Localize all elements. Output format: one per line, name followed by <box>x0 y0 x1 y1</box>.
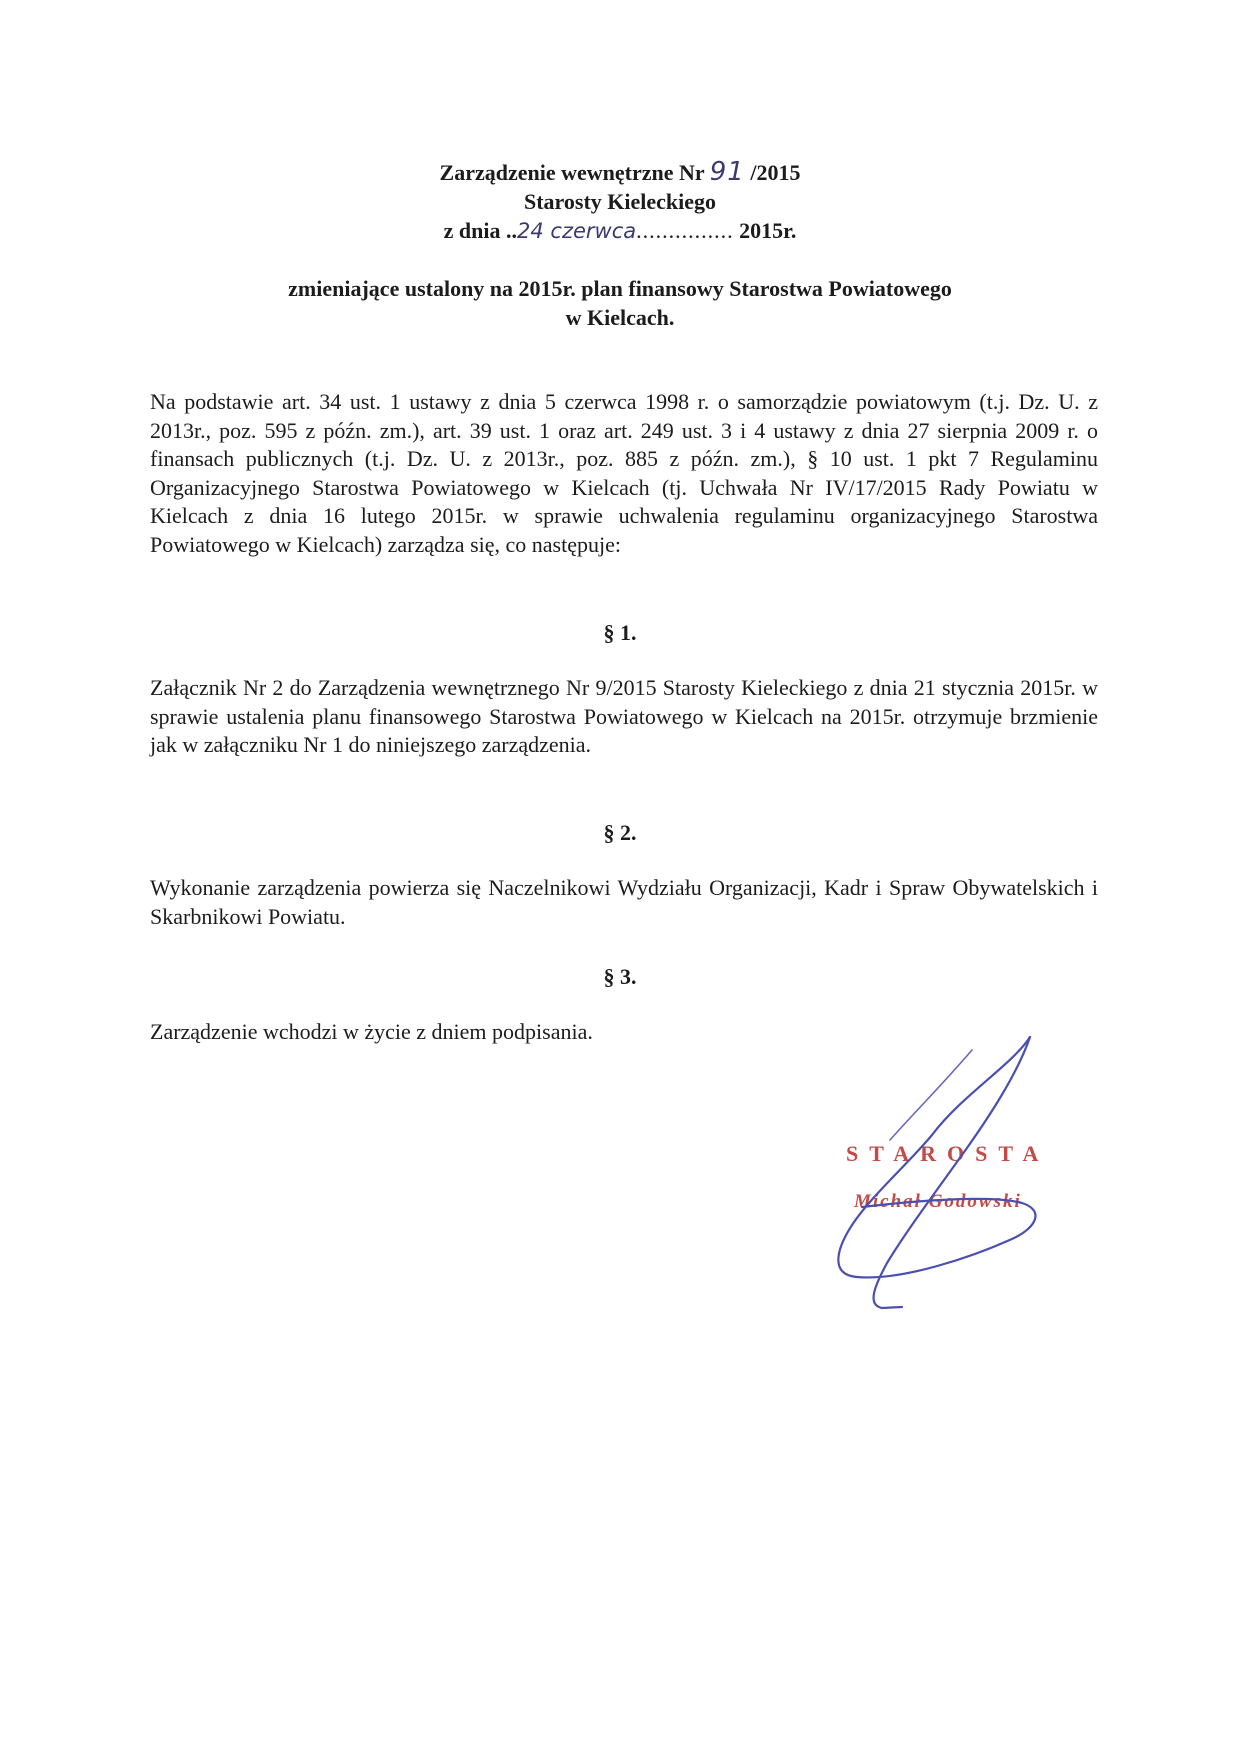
handwritten-order-number: 91 <box>709 157 745 187</box>
section-2-heading: § 2. <box>603 820 637 845</box>
stamp-title: STAROSTA <box>846 1141 1050 1166</box>
section-1-heading: § 1. <box>603 620 637 645</box>
document-header <box>0 158 1240 246</box>
header-date: z dnia ..24 czerwca............... 2015r. <box>443 218 797 243</box>
handwritten-signature <box>812 1025 1082 1325</box>
document-subtitle <box>0 274 1240 332</box>
section-3-heading: § 3. <box>603 964 637 989</box>
stamp-name: Michał Godowski <box>854 1191 1022 1212</box>
subtitle-line-1: zmieniające ustalony na 2015r. plan finansowy Starostwa Powiatowego <box>288 276 952 301</box>
handwritten-date: 24 czerwca <box>517 219 637 243</box>
subtitle-line-2: w Kielcach. <box>565 305 675 330</box>
header-issuer: Starosty Kieleckiego <box>523 189 717 214</box>
section-2-text: Wykonanie zarządzenia powierza się Naczelnikowi Wydziału Organizacji, Kadr i Spraw Obywatelskich i Skarbnikowi Powiatu. <box>150 875 1098 929</box>
header-title: Zarządzenie wewnętrzne Nr 91 /2015 <box>439 157 801 187</box>
section-1-text: Załącznik Nr 2 do Zarządzenia wewnętrznego Nr 9/2015 Starosty Kieleckiego z dnia 21 stycznia 2015r. w sprawie ustalenia planu finansowego Starostwa Powiatowego w Kielcach na 2015r. otrzymuje brzmienie jak w załączniku Nr 1 do niniejszego zarządzenia. <box>150 675 1098 757</box>
legal-basis-paragraph: Na podstawie art. 34 ust. 1 ustawy z dnia 5 czerwca 1998 r. o samorządzie powiatowym (t.j. Dz. U. z 2013r., poz. 595 z późn. zm.), art. 39 ust. 1 oraz art. 249 ust. 3 i 4 ustawy z dnia 27 sierpnia 2009 r. o finansach publicznych (t.j. Dz. U. z 2013r., poz. 885 z późn. zm.), § 10 ust. 1 pkt 7 Regulaminu Organizacyjnego Starostwa Powiatowego w Kielcach (tj. Uchwała Nr IV/17/2015 Rady Powiatu w Kielcach z dnia 16 lutego 2015r. w sprawie uchwalenia regulaminu organizacyjnego Starostwa Powiatowego w Kielcach) zarządza się, co następuje: <box>150 389 1098 557</box>
section-3-text: Zarządzenie wchodzi w życie z dniem podpisania. <box>150 1019 593 1044</box>
